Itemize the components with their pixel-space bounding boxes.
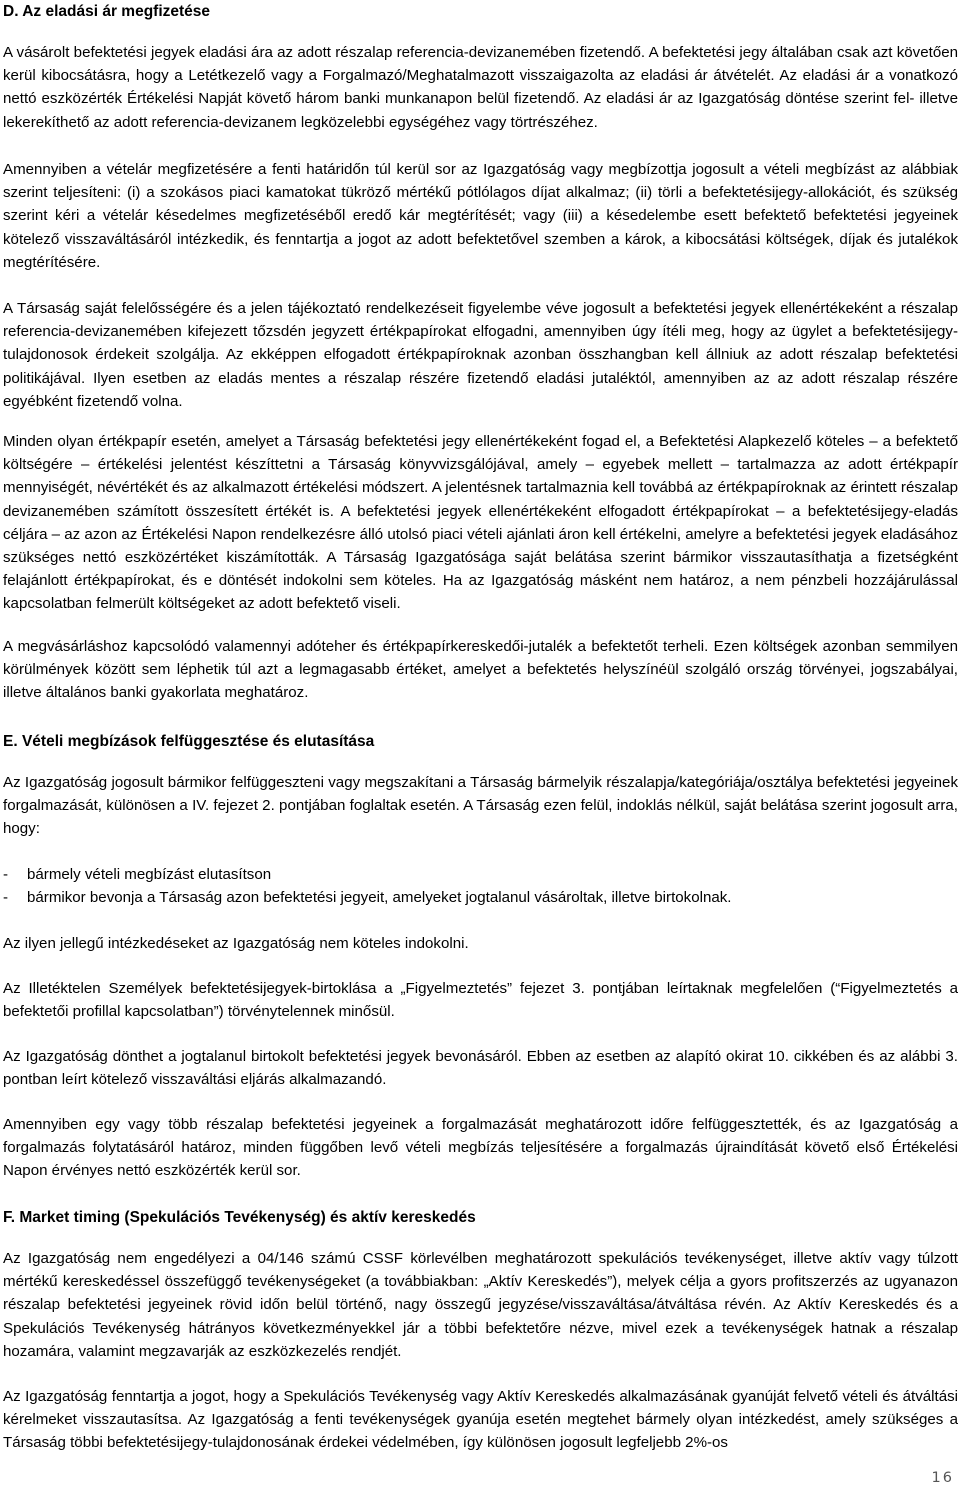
section-d-paragraph: Minden olyan értékpapír esetén, amelyet a Társaság befektetési jegy ellenértékeként fogad el, a Befektetési Alapkezelő köteles – a befektető költségére – értékelési jelentést készíttetni a Társaság könyvvizsgálójával, amely – egyebek mellett – tartalmazza az adott értékpapír mennyiségét, névértékét és az alkalmazott értékelési módszert. A jelentésnek tartalmaznia kell továbbá az értékpapíroknak az érintett részalap devizanemében számított összesített értékét is. A befektetési jegyek ellenértékeként elfogadott értékpapírokat – a befektetésijegy-eladás céljára – az azon az Értékelési Napon rendelkezésre álló utolsó piaci vételi ajánlati áron kell értékelni, amelyre a befektetési jegyek eladásához szükséges nettó eszközértéket kiszámították. A Társaság Igazgatósága saját belátása szerint bármikor visszautasíthatja a fizetségként felajánlott értékpapírokat, és e döntését indokolni sem köteles. Ha az Igazgatóság másként nem határoz, a nem pénzbeli hozzájárulással kapcsolatban felmerült költségeket az adott befektető viseli. xyxy=(3,433,958,613)
section-f-paragraph: Az Igazgatóság nem engedélyezi a 04/146 számú CSSF körlevélben meghatározott spekulációs tevékenységet, illetve aktív vagy túlzott mértékű kereskedéssel összefüggő tevékenységeket (a továbbiakban: „Aktív Kereskedés”), melyek célja a gyors profitszerzés az ugyanazon részalap befektetési jegyeinek rövid időn belül történő, nagy összegű jegyzése/visszaváltása/átváltása révén. Az Aktív Kereskedés és a Spekulációs Tevékenység hátrányos következményekkel jár a többi befektetőre nézve, mivel ezek a tevékenységek hatnak a részalap hozamára, valamint megzavarják az eszközkezelés rendjét. xyxy=(3,1250,958,1360)
section-e-intro: Az Igazgatóság jogosult bármikor felfüggeszteni vagy megszakítani a Társaság bármelyik részalapja/kategóriája/osztálya befektetési jegyeinek forgalmazását, különösen a IV. fejezet 2. pontjában foglaltak esetén. A Társaság ezen felül, indoklás nélkül, saját belátása szerint jogosult arra, hogy: xyxy=(3,774,958,838)
section-e-paragraph: Az Illetéktelen Személyek befektetésijegyek-birtoklása a „Figyelmeztetés” fejezet 3. pontjában leírtaknak megfelelően (“Figyelmeztetés a befektetői profillal kapcsolatban”) törvénytelennek minősül. xyxy=(3,980,958,1021)
list-marker: - xyxy=(3,866,9,883)
section-e-paragraph: Az ilyen jellegű intézkedéseket az Igazgatóság nem köteles indokolni. xyxy=(3,935,469,952)
section-f-paragraph: Az Igazgatóság fenntartja a jogot, hogy a Spekulációs Tevékenység vagy Aktív Kereskedés alkalmazásának gyanúját felvető vételi és átváltási kérelmeket visszautasítsa. Az Igazgatóság a fenti tevékenységek gyanúja esetén megtehet bármely olyan intézkedést, amely szükséges a Társaság többi befektetésijegy-tulajdonosának érdekei védelmében, így különösen jogosult legfeljebb 2%-os xyxy=(3,1388,958,1452)
list-item xyxy=(3,886,731,909)
list-marker: - xyxy=(3,889,9,906)
page-number: 16 xyxy=(931,1470,954,1486)
list-item xyxy=(3,863,271,886)
section-e-paragraph: Amennyiben egy vagy több részalap befektetési jegyeinek a forgalmazását meghatározott időre felfüggesztették, és az Igazgatóság a forgalmazás folytatásáról határoz, minden függőben levő vételi megbízás teljesítésére a forgalmazás újraindítását követő első Értékelési Napon érvényes nettó eszközérték kerül sor. xyxy=(3,1116,958,1180)
section-d-paragraph: A vásárolt befektetési jegyek eladási ára az adott részalap referencia-devizanemében fizetendő. A befektetési jegy általában csak azt követően kerül kibocsátásra, hogy a Letétkezelő vagy a Forgalmazó/Meghatalmazott visszaigazolta az eladási ár átvételét. Az eladási ár a vonatkozó nettó eszközérték Értékelési Napját követő három banki munkanapon belül fizetendő. Az eladási ár az Igazgatóság döntése szerint fel- illetve lekerekíthető az adott referencia-devizanem legközelebbi egységéhez vagy törtrészéhez. xyxy=(3,44,958,131)
section-f-heading: F. Market timing (Spekulációs Tevékenység) és aktív kereskedés xyxy=(3,1209,476,1226)
section-d-paragraph: Amennyiben a vételár megfizetésére a fenti határidőn túl kerül sor az Igazgatóság vagy megbízottja jogosult a vételi megbízást az alábbiak szerint teljesíteni: (i) a szokásos piaci kamatokat tükröző mértékű pótlólagos díjat alkalmaz; (ii) törli a befektetésijegy-allokációt, és szükség szerint kéri a vételár késedelmes megfizetéséből eredő kár megtérítését; vagy (iii) a késedelembe esett befektető befektetési jegyeinek kötelező visszaváltásáról intézkedik, és fenntartja a jogot az adott befektetővel szemben a károk, a kibocsátási költségek, díjak és jutalékok megtérítésére. xyxy=(3,161,958,271)
list-item-text: bármely vételi megbízást elutasítson xyxy=(27,866,272,883)
section-e-heading: E. Vételi megbízások felfüggesztése és elutasítása xyxy=(3,733,375,750)
section-d-heading: D. Az eladási ár megfizetése xyxy=(3,3,211,20)
section-d-paragraph: A Társaság saját felelősségére és a jelen tájékoztató rendelkezéseit figyelembe véve jogosult a befektetési jegyek ellenértékeként a részalap referencia-devizanemében kifejezett tőzsdén jegyzett értékpapírokat elfogadni, amennyiben úgy ítéli meg, hogy az ügylet a befektetésijegy-tulajdonosok érdekeit szolgálja. Az ekképpen elfogadott értékpapíroknak azonban összhangban kell állniuk az adott részalap befektetési politikájával. Ilyen esetben az eladás mentes a részalap részére fizetendő eladási jutaléktól, amennyiben az az adott részalap részére egyébként fizetendő volna. xyxy=(3,300,958,410)
section-d-paragraph: A megvásárláshoz kapcsolódó valamennyi adóteher és értékpapírkereskedői-jutalék a befektetőt terheli. Ezen költségek azonban semmilyen körülmények között sem léphetik túl azt a legmagasabb értéket, amelyet a befektetés helyszínéül szolgáló ország törvényei, jogszabályai, illetve általános banki gyakorlata meghatároz. xyxy=(3,638,958,702)
list-item-text: bármikor bevonja a Társaság azon befektetési jegyeit, amelyeket jogtalanul vásároltak, illetve birtokolnak. xyxy=(27,889,732,906)
section-e-paragraph: Az Igazgatóság dönthet a jogtalanul birtokolt befektetési jegyek bevonásáról. Ebben az esetben az alapító okirat 10. cikkében és az alábbi 3. pontban leírt kötelező visszaváltási eljárás alkalmazandó. xyxy=(3,1048,958,1089)
